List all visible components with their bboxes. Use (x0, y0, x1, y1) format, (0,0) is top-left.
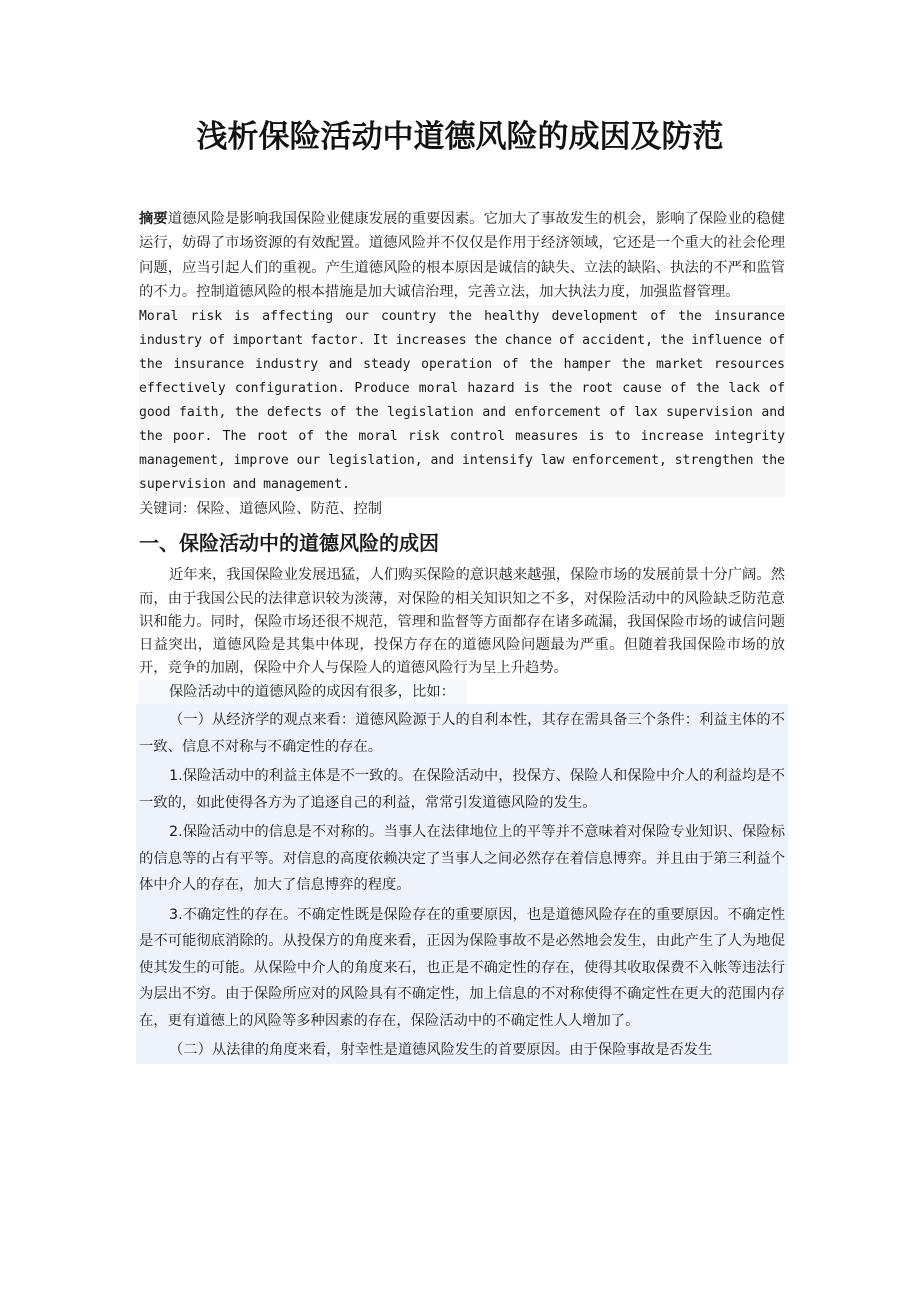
subsection-1: （一）从经济学的观点来看：道德风险源于人的自利本性，其存在需具备三个条件：利益主体的不一致、信息不对称与不确定性的存在。 (139, 712, 785, 755)
lead-line-wrap (139, 680, 785, 704)
point-number: 2. (169, 824, 183, 841)
point-text: 保险活动中的利益主体是不一致的。在保险活动中，投保方、保险人和保险中介人的利益均是不一致的，如此使得各方为了追逐自己的利益，常常引发道德风险的发生。 (139, 768, 785, 811)
abstract-en: Moral risk is affecting our country the healthy development of the insurance industry of important factor. It increases the chance of accident, the influence of the insurance industry and steady operation of the hamper the market resources effectively configuration. Produce moral hazard is the root cause of the lack of good faith, the defects of the legislation and enforcement of lax supervision and the poor. The root of the moral risk control measures is to increase integrity management, improve our legislation, and intensify law enforcement, strengthen the supervision and management. (139, 305, 785, 498)
point-number: 3. (169, 906, 183, 923)
point-text: 保险活动中的信息是不对称的。当事人在法律地位上的平等并不意味着对保险专业知识、保险标的信息等的占有平等。对信息的高度依赖决定了当事人之间必然存在着信息博弈。并且由于第三利益个体中介人的存在，加大了信息博弈的程度。 (139, 824, 785, 894)
intro-paragraph: 近年来，我国保险业发展迅猛，人们购买保险的意识越来越强，保险市场的发展前景十分广阔。然而，由于我国公民的法律意识较为淡薄，对保险的相关知识知之不多，对保险活动中的风险缺乏防范意识和能力。同时，保险市场还很不规范，管理和监督等方面都存在诸多疏漏，我国保险市场的诚信问题日益突出，道德风险是其集中体现，投保方存在的道德风险问题最为严重。但随着我国保险市场的放开，竞争的加剧，保险中介人与保险人的道德风险行为呈上升趋势。 (139, 567, 785, 677)
highlighted-block (136, 704, 788, 1064)
abstract-cn (139, 207, 785, 305)
subsection-2: （二）从法律的角度来看，射幸性是道德风险发生的首要原因。由于保险事故是否发生 (169, 1042, 713, 1059)
point-2 (139, 816, 785, 899)
document-title: 浅析保险活动中道德风险的成因及防范 (196, 119, 724, 155)
keywords (139, 497, 785, 521)
section-heading: 一、保险活动中的道德风险的成因 (139, 531, 439, 556)
abstract-label: 摘要 (139, 211, 168, 227)
keywords-text: 保险、道德风险、防范、控制 (196, 501, 383, 518)
keywords-label: 关键词： (139, 501, 197, 518)
lead-paragraph: 保险活动中的道德风险的成因有很多，比如： (139, 680, 467, 704)
point-3 (139, 899, 785, 1035)
document-body (139, 207, 785, 1064)
point-text: 不确定性的存在。不确定性既是保险存在的重要原因，也是道德风险存在的重要原因。不确定性是不可能彻底消除的。从投保方的角度来看，正因为保险事故不是必然地会发生，由此产生了人为地促使其发生的可能。从保险中介人的角度来石，也正是不确定性的存在，使得其收取保费不入帐等违法行为层出不穷。由于保险所应对的风险具有不确定性，加上信息的不对称使得不确定性在更大的范围内存在，更有道德上的风险等多种因素的存在，保险活动中的不确定性人人增加了。 (139, 906, 785, 1029)
point-1 (139, 760, 785, 816)
point-number: 1. (169, 768, 183, 785)
abstract-text: 道德风险是影响我国保险业健康发展的重要因素。它加大了事故发生的机会，影响了保险业的稳健运行，妨碍了市场资源的有效配置。道德风险并不仅仅是作用于经济领域，它还是一个重大的社会伦理问题，应当引起人们的重视。产生道德风险的根本原因是诚信的缺失、立法的缺陷、执法的不严和监管的不力。控制道德风险的根本措施是加大诚信治理，完善立法，加大执法力度，加强监督管理。 (139, 211, 786, 301)
